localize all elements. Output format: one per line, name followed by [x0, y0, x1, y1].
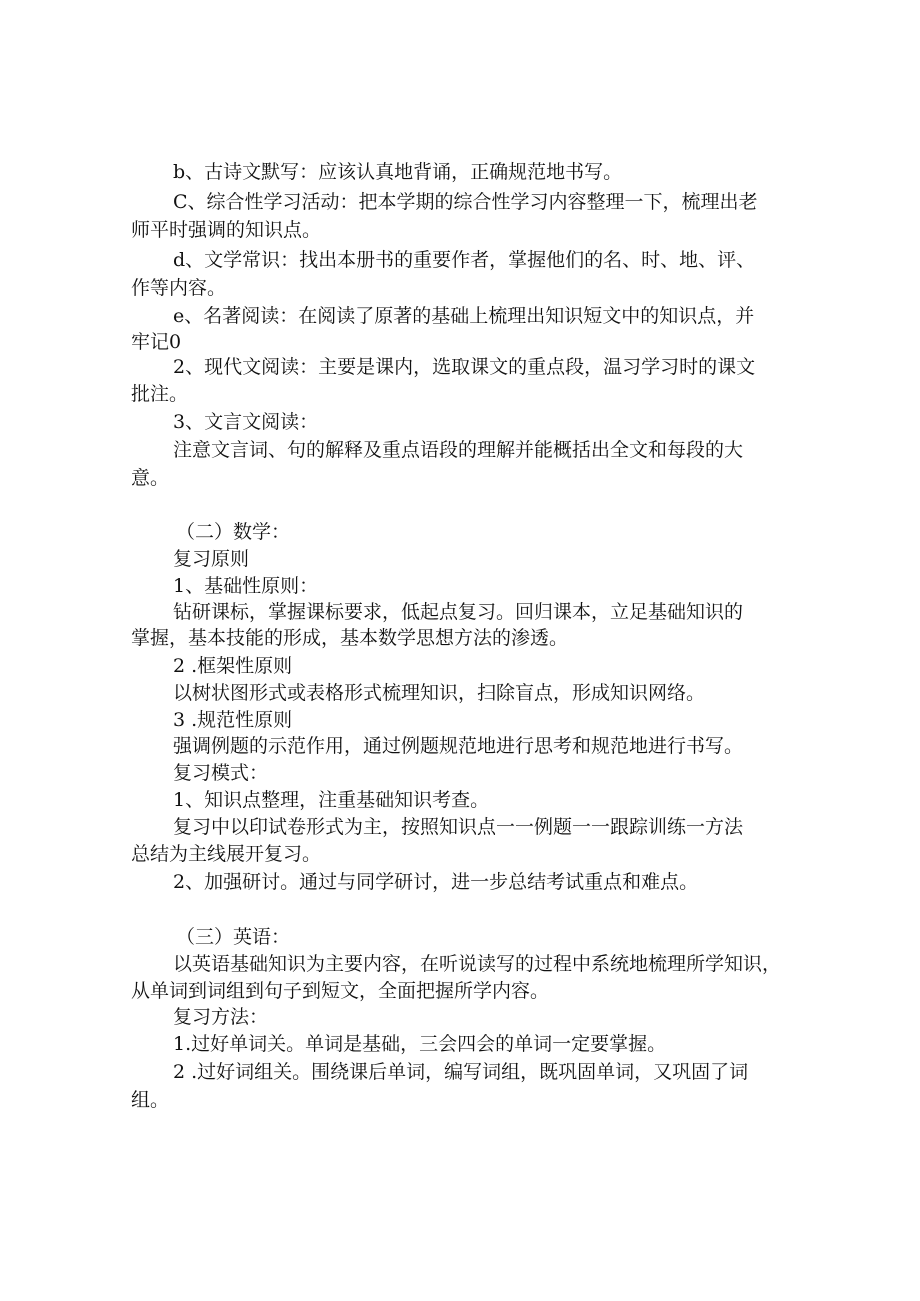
math-mode-2: 2、加强研讨。通过与同学研讨，进一步总结考试重点和难点。 — [173, 871, 699, 893]
math-mode-title: 复习模式： — [173, 762, 269, 784]
chinese-item-d-line1: d、文学常识：找出本册书的重要作者，掌握他们的名、时、地、评、 — [173, 249, 756, 271]
math-principle-1-title: 1、基础性原则： — [173, 575, 319, 597]
chinese-item-e-line2: 牢记0 — [131, 331, 182, 353]
math-mode-1-line1: 复习中以印试卷形式为主，按照知识点一一例题一一跟踪训练一方法 — [173, 816, 744, 838]
english-intro-line1: 以英语基础知识为主要内容，在听说读写的过程中系统地梳理所学知识， — [173, 953, 782, 975]
math-principle-3-text: 强调例题的示范作用，通过例题规范地进行思考和规范地进行书写。 — [173, 735, 744, 757]
chinese-item-3-line2: 意。 — [131, 467, 170, 489]
chinese-item-d-line2: 作等内容。 — [131, 277, 227, 299]
chinese-item-b: b、古诗文默写：应该认真地背诵，正确规范地书写。 — [173, 161, 623, 183]
math-mode-1-line2: 总结为主线展开复习。 — [131, 843, 322, 865]
math-principles-title: 复习原则 — [173, 548, 250, 570]
english-method-2-line2: 组。 — [131, 1089, 170, 1111]
chinese-item-e-line1: e、名著阅读：在阅读了原著的基础上梳理出知识短文中的知识点，并 — [173, 305, 755, 327]
math-principle-1-line1: 钻研课标，掌握课标要求，低起点复习。回归课本，立足基础知识的 — [173, 601, 744, 623]
english-method-1: 1.过好单词关。单词是基础，三会四会的单词一定要掌握。 — [173, 1033, 667, 1055]
math-principle-2-text: 以树状图形式或表格形式梳理知识，扫除盲点，形成知识网络。 — [173, 682, 706, 704]
math-principle-3-title: 3 .规范性原则 — [173, 709, 293, 731]
english-intro-line2: 从单词到词组到句子到短文，全面把握所学内容。 — [131, 980, 550, 1002]
english-heading: （三）英语： — [176, 926, 291, 948]
chinese-item-3-line1: 注意文言词、句的解释及重点语段的理解并能概括出全文和每段的大 — [173, 439, 744, 461]
chinese-item-3-title: 3、文言文阅读： — [173, 411, 319, 433]
english-method-title: 复习方法： — [173, 1006, 269, 1028]
math-mode-1: 1、知识点整理，注重基础知识考查。 — [173, 789, 490, 811]
math-principle-1-line2: 掌握，基本技能的形成，基本数学思想方法的渗透。 — [131, 627, 569, 649]
math-principle-2-title: 2 .框架性原则 — [173, 655, 293, 677]
chinese-item-c-line1: C、综合性学习活动：把本学期的综合性学习内容整理一下，梳理出老 — [173, 191, 758, 213]
chinese-item-c-line2: 师平时强调的知识点。 — [131, 219, 322, 241]
chinese-item-2-line1: 2、现代文阅读：主要是课内，选取课文的重点段，温习学习时的课文 — [173, 356, 756, 378]
chinese-item-2-line2: 批注。 — [131, 383, 189, 405]
math-heading: （二）数学： — [176, 521, 291, 543]
english-method-2-line1: 2 .过好词组关。围绕课后单词，编写词组，既巩固单词，又巩固了词 — [173, 1061, 749, 1083]
